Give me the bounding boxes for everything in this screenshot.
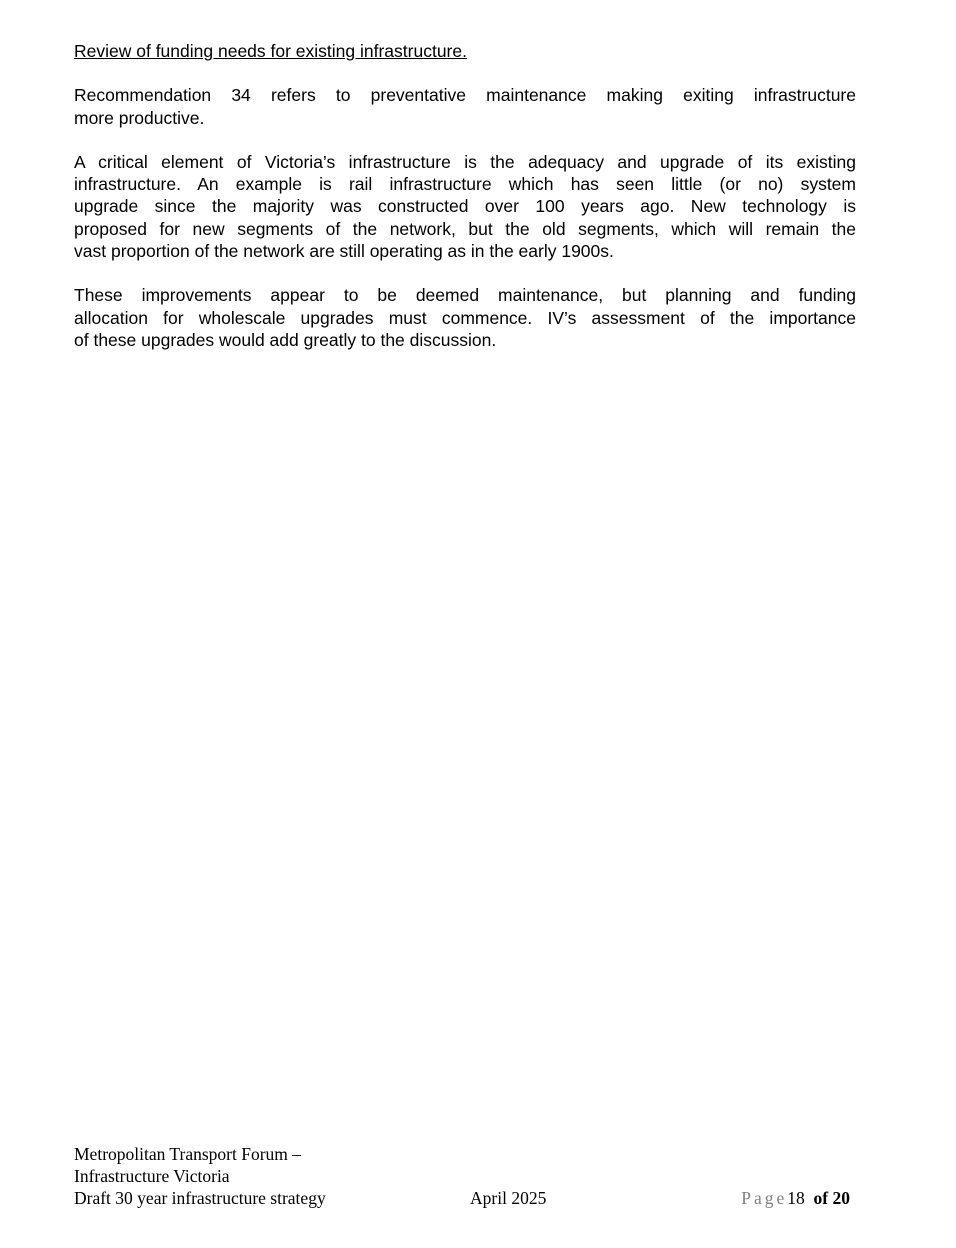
text-line: infrastructure. An example is rail infrastructure which has seen little (or no) system (74, 174, 856, 195)
paragraph-1 (74, 84, 856, 129)
footer-document-title: Draft 30 year infrastructure strategy (74, 1188, 326, 1208)
text-line: A critical element of Victoria’s infrastructure is the adequacy and upgrade of its existing (74, 151, 856, 172)
text-line: Recommendation 34 refers to preventative maintenance making exiting infrastructure (74, 85, 856, 106)
footer-last-row (74, 1187, 850, 1209)
page-label: Page (741, 1188, 788, 1208)
document-body (74, 40, 856, 373)
current-page: 18 (787, 1188, 805, 1208)
page-footer (74, 1143, 850, 1209)
section-heading: Review of funding needs for existing infrastructure. (74, 41, 467, 61)
page-number (741, 1187, 850, 1209)
text-line: upgrade since the majority was constructed over 100 years ago. New technology is (74, 196, 856, 217)
footer-org: Metropolitan Transport Forum – (74, 1144, 302, 1164)
text-line: allocation for wholescale upgrades must commence. IV’s assessment of the importance (74, 307, 856, 328)
text-line: vast proportion of the network are still operating as in the early 1900s. (74, 241, 614, 262)
paragraph-3 (74, 284, 856, 351)
text-line: more productive. (74, 107, 205, 128)
footer-recipient: Infrastructure Victoria (74, 1166, 230, 1186)
text-line: These improvements appear to be deemed maintenance, but planning and funding (74, 285, 856, 306)
paragraph-2 (74, 151, 856, 262)
total-pages: of 20 (813, 1188, 850, 1208)
footer-date: April 2025 (470, 1188, 547, 1208)
text-line: proposed for new segments of the network, but the old segments, which will remain the (74, 218, 856, 239)
text-line: of these upgrades would add greatly to the discussion. (74, 329, 497, 350)
